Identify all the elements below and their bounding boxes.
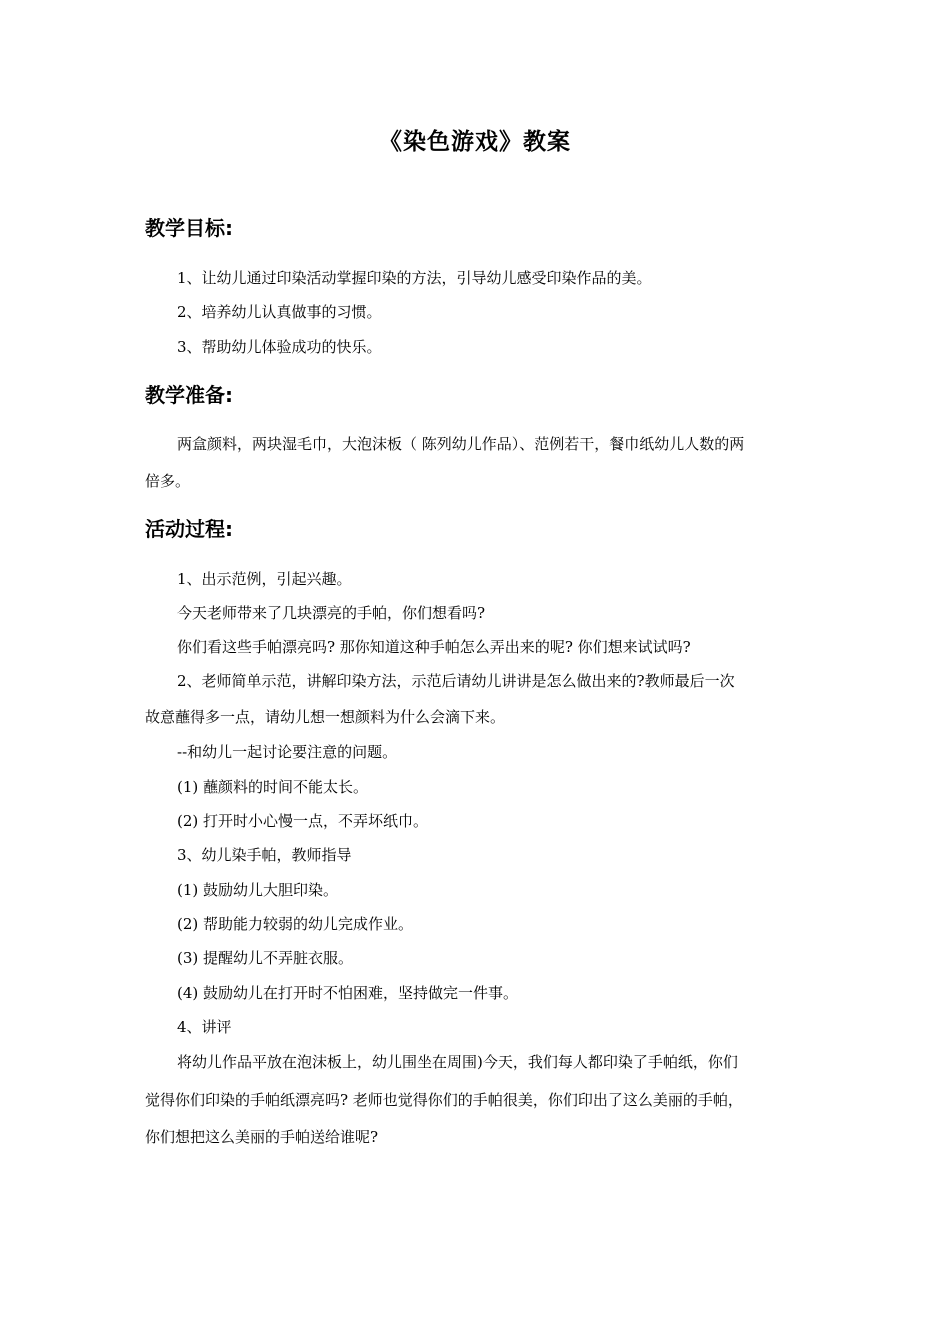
process-line: (1) 鼓励幼儿大胆印染。 (177, 881, 339, 899)
process-line: 4、讲评 (177, 1018, 232, 1036)
process-line: 2、老师简单示范，讲解印染方法，示范后请幼儿讲讲是怎么做出来的?教师最后一次 (177, 672, 735, 690)
preparation-line: 倍多。 (145, 472, 191, 490)
process-line: (3) 提醒幼儿不弄脏衣服。 (177, 949, 354, 967)
goals-item: 3、帮助幼儿体验成功的快乐。 (177, 338, 382, 356)
process-line: (2) 帮助能力较弱的幼儿完成作业。 (177, 915, 414, 933)
process-line: 今天老师带来了几块漂亮的手帕，你们想看吗? (177, 604, 486, 622)
goals-heading: 教学目标: (145, 216, 233, 240)
process-line: 3、幼儿染手帕，教师指导 (177, 846, 352, 864)
goals-item: 2、培养幼儿认真做事的习惯。 (177, 303, 382, 321)
process-line: 觉得你们印染的手帕纸漂亮吗? 老师也觉得你们的手帕很美，你们印出了这么美丽的手帕， (145, 1091, 743, 1109)
process-heading: 活动过程: (145, 517, 233, 541)
process-line: (1) 蘸颜料的时间不能太长。 (177, 778, 369, 796)
process-line: 你们想把这么美丽的手帕送给谁呢? (145, 1128, 379, 1146)
process-line: (2) 打开时小心慢一点，不弄坏纸巾。 (177, 812, 429, 830)
process-line: 将幼儿作品平放在泡沫板上，幼儿围坐在周围)今天，我们每人都印染了手帕纸，你们 (177, 1053, 738, 1071)
process-line: 1、出示范例，引起兴趣。 (177, 570, 352, 588)
process-line: --和幼儿一起讨论要注意的问题。 (177, 743, 398, 761)
process-line: (4) 鼓励幼儿在打开时不怕困难，坚持做完一件事。 (177, 984, 519, 1002)
document-title: 《染色游戏》教案 (379, 129, 571, 155)
preparation-heading: 教学准备: (145, 383, 233, 407)
goals-item: 1、让幼儿通过印染活动掌握印染的方法，引导幼儿感受印染作品的美。 (177, 269, 652, 287)
process-line: 故意蘸得多一点，请幼儿想一想颜料为什么会滴下来。 (145, 708, 506, 726)
preparation-line: 两盒颜料，两块湿毛巾，大泡沫板（ 陈列幼儿作品）、范例若干，餐巾纸幼儿人数的两 (177, 435, 745, 453)
process-line: 你们看这些手帕漂亮吗? 那你知道这种手帕怎么弄出来的呢? 你们想来试试吗? (177, 638, 691, 656)
